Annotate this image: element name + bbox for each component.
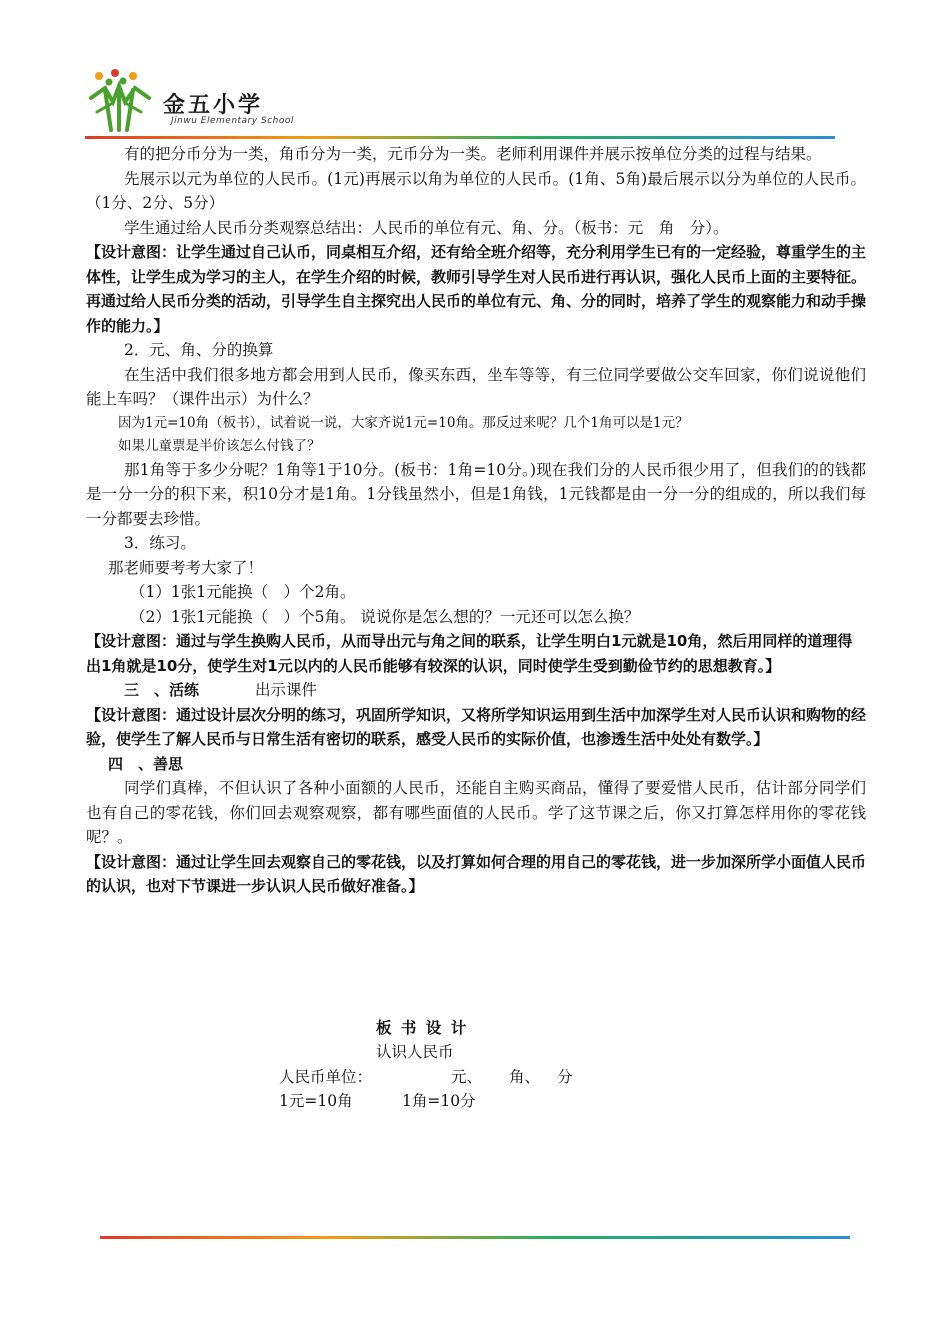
section-note: 出示课件 — [255, 681, 318, 699]
board-unit-jiao: 角、 — [509, 1068, 541, 1086]
paragraph: 如果儿童票是半价该怎么付钱了？ — [118, 437, 321, 454]
exercise-item: （2）1张1元能换（ ）个5角。 说说你是怎么想的？一元还可以怎么换？ — [130, 607, 640, 626]
board-unit-fen: 分 — [557, 1068, 573, 1086]
design-intent: 【设计意图：让学生通过自己认币，同桌相互介绍，还有给全班介绍等，充分利用学生已有的一定经验，尊重学生的主体性，让学生成为学习的主人，在学生介绍的时候，教师引导学生对人民币进行再认识，强化人民币上面的主要特征。再通过给人民币分类的活动，引导学生自主探究出人民币的单位有元、角、分的同时，培养了学生的观察能力和动手操作的能力。】 — [86, 243, 867, 335]
design-intent: 【设计意图：通过让学生回去观察自己的零花钱，以及打算如何合理的用自己的零花钱，进一步加深所学小面值人民币的认识，也对下节课进一步认识人民币做好准备。】 — [86, 852, 867, 895]
section-heading — [86, 752, 866, 777]
paragraph: 学生通过给人民币分类观察总结出：人民币的单位有元、角、分。（板书：元 角 分）。 — [124, 218, 729, 237]
school-name: 金五小学 — [163, 93, 264, 118]
board-unit-yuan: 元、 — [451, 1068, 483, 1086]
exercise-item: （1）1张1元能换（ ）个2角。 — [130, 583, 356, 601]
section-title: 四 、善思 — [108, 754, 184, 773]
header-divider — [85, 136, 835, 139]
paragraph: 同学们真棒，不但认识了各种小面额的人民币，还能自主购买商品，懂得了要爱惜人民币，估计部分同学们也有自己的零花钱，你们回去观察观察，都有哪些面值的人民币。学了这节课之后，你又打算怎样用你的零花钱呢？。 — [86, 779, 866, 846]
section-heading: 3．练习。 — [124, 534, 196, 552]
paragraph: 先展示以元为单位的人民币。(1元)再展示以角为单位的人民币。(1角、5角)最后展示以分为单位的人民币。（1分、2分、5分） — [86, 169, 866, 212]
school-logo-icon — [85, 68, 155, 134]
paragraph: 那老师要考考大家了！ — [108, 558, 264, 577]
footer-divider — [100, 1236, 850, 1239]
board-units-label: 人民币单位： — [279, 1068, 373, 1086]
section-heading — [86, 678, 866, 703]
paragraph: 在生活中我们很多地方都会用到人民币，像买东西，坐车等等，有三位同学要做公交车回家，你们说说他们能上车吗？（课件出示）为什么？ — [86, 365, 866, 408]
section-title: 三 、活练 — [124, 681, 200, 699]
page-header — [85, 68, 845, 138]
board-title: 板 书 设 计 — [376, 1018, 469, 1037]
board-subtitle: 认识人民币 — [376, 1043, 454, 1061]
design-intent: 【设计意图：通过与学生换购人民币，从而导出元与角之间的联系，让学生明白1元就是10角，然后用同样的道理得出1角就是10分，使学生对1元以内的人民币能够有较深的认识，同时使学生受到勤俭节约的思想教育。】 — [86, 632, 853, 675]
paragraph: 那1角等于多少分呢？1角等1于10分。(板书：1角=10分。)现在我们分的人民币很少用了，但我们的的钱都是一分一分的积下来，积10分才是1角。1分钱虽然小，但是1角钱，1元钱都是由一分一分的组成的，所以我们每一分都要去珍惜。 — [86, 460, 866, 528]
paragraph: 因为1元=10角（板书），试着说一说，大家齐说1元=10角。那反过来呢？几个1角可以是1元？ — [118, 414, 689, 431]
design-intent: 【设计意图：通过设计层次分明的练习，巩固所学知识，又将所学知识运用到生活中加深学生对人民币认识和购物的经验，使学生了解人民币与日常生活有密切的联系，感受人民币的实际价值，也渗透生活中处处有数学。】 — [86, 705, 867, 748]
board-equation: 1元=10角 — [279, 1092, 353, 1110]
section-heading: 2．元、角、分的换算 — [124, 341, 274, 359]
board-equation: 1角=10分 — [402, 1092, 476, 1110]
school-subtitle: Jinwu Elementary School — [171, 116, 294, 126]
paragraph: 有的把分币分为一类，角币分为一类，元币分为一类。老师利用课件并展示按单位分类的过程与结果。 — [124, 145, 822, 163]
lesson-content — [86, 142, 866, 899]
